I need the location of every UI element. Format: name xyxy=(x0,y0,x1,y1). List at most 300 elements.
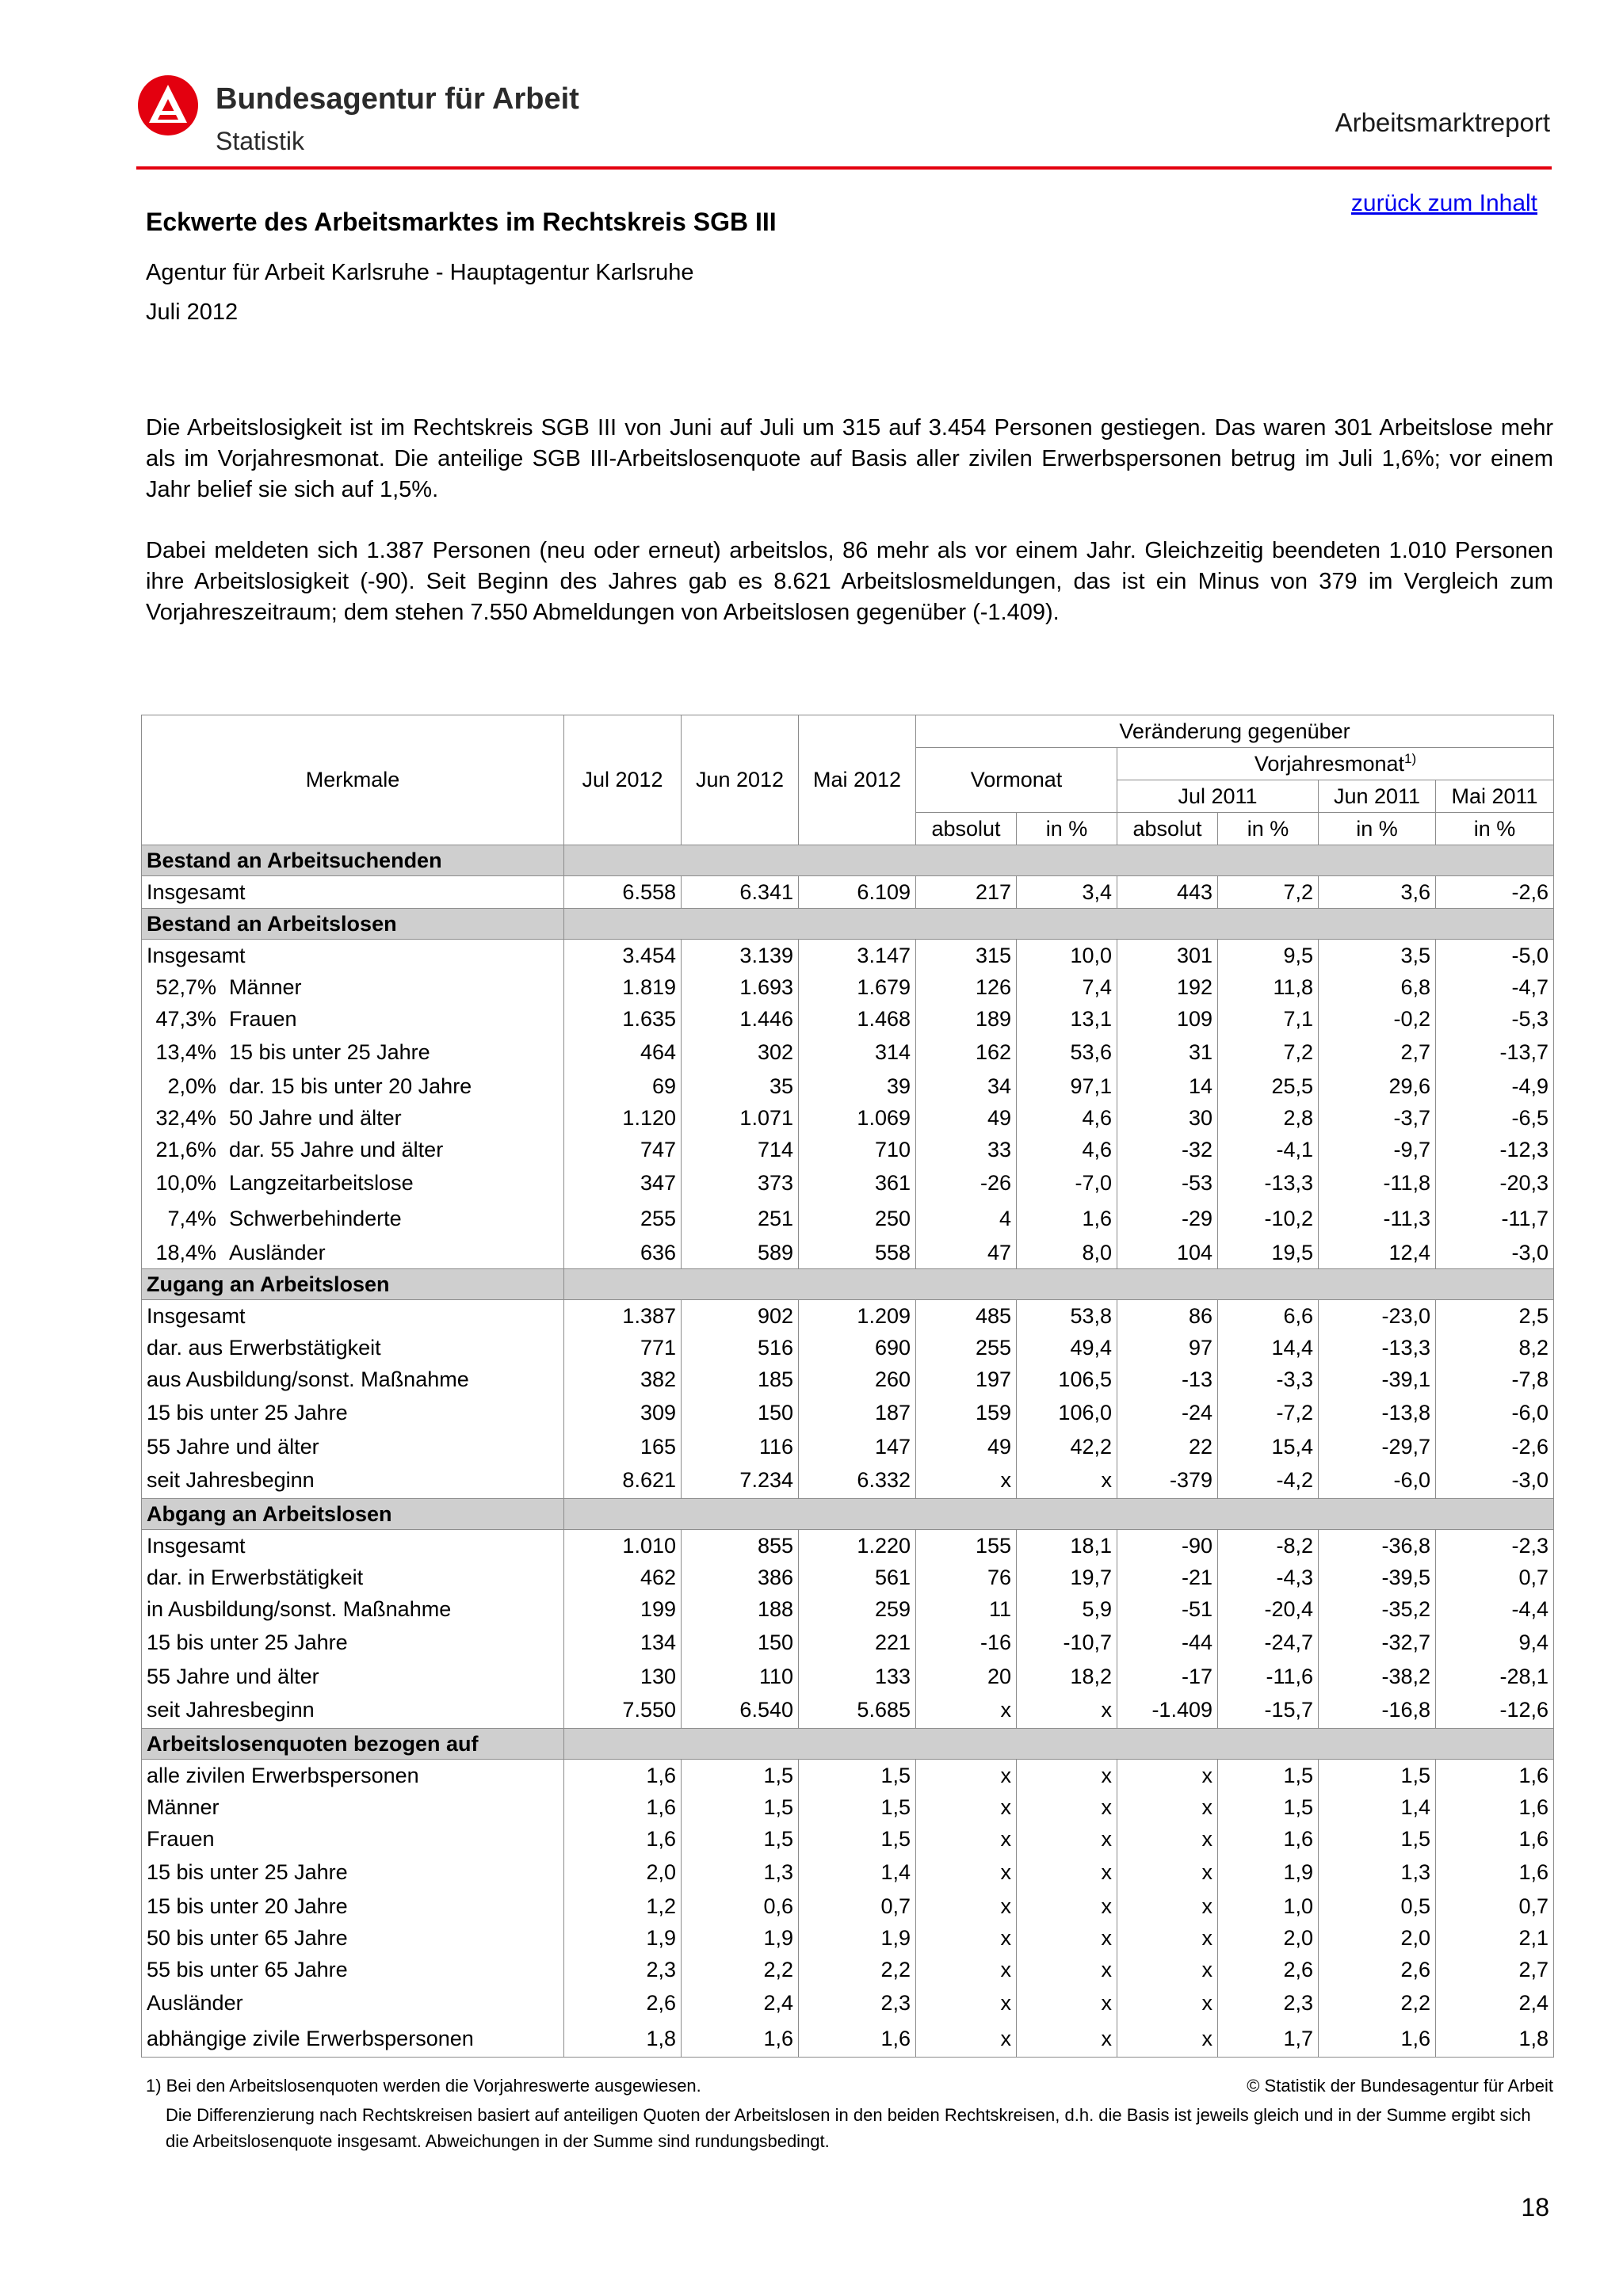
cell-value: 1,6 xyxy=(799,2021,916,2058)
cell-value: 20 xyxy=(916,1661,1017,1692)
cell-value: x xyxy=(916,1922,1017,1954)
cell-value: x xyxy=(1017,1463,1117,1499)
header-jun-2011: Jun 2011 xyxy=(1319,780,1436,813)
header-in-pct: in % xyxy=(1319,813,1436,845)
cell-value: 747 xyxy=(564,1134,682,1165)
table-row xyxy=(142,1562,1554,1593)
cell-value: 301 xyxy=(1117,940,1218,972)
cell-value: 1,9 xyxy=(682,1922,799,1954)
share-percent: 47,3% xyxy=(155,1006,216,1031)
row-label-text: 55 bis unter 65 Jahre xyxy=(147,1957,348,1981)
table-row xyxy=(142,2021,1554,2058)
cell-value: 6,6 xyxy=(1218,1300,1319,1333)
cell-value: 690 xyxy=(799,1332,916,1363)
section-label: Bestand an Arbeitsuchenden xyxy=(142,845,564,876)
row-label-text: Männer xyxy=(229,974,302,999)
header-absolut: absolut xyxy=(1117,813,1218,845)
cell-value: 2,6 xyxy=(564,1985,682,2021)
header-divider xyxy=(136,166,1552,170)
cell-value: 373 xyxy=(682,1165,799,1201)
cell-value: 464 xyxy=(564,1035,682,1070)
row-label-text: Insgesamt xyxy=(147,943,246,967)
cell-value: 2,5 xyxy=(1436,1300,1554,1333)
row-label xyxy=(142,1035,564,1070)
cell-value: 1,9 xyxy=(1218,1855,1319,1890)
cell-value: 1,5 xyxy=(682,1791,799,1823)
table-row xyxy=(142,1332,1554,1363)
cell-value: -3,3 xyxy=(1218,1363,1319,1395)
cell-value: 1,2 xyxy=(564,1890,682,1922)
cell-value: x xyxy=(1017,2021,1117,2058)
table-row xyxy=(142,1760,1554,1792)
cell-value: -6,0 xyxy=(1319,1463,1436,1499)
table-row xyxy=(142,1593,1554,1625)
cell-value: 2,4 xyxy=(682,1985,799,2021)
cell-value: -13,3 xyxy=(1218,1165,1319,1201)
row-label-text: Langzeitarbeitslose xyxy=(229,1171,414,1195)
cell-value: 197 xyxy=(916,1363,1017,1395)
table-row xyxy=(142,1661,1554,1692)
row-label xyxy=(142,1363,564,1395)
cell-value: 2,8 xyxy=(1218,1102,1319,1134)
row-label-text: seit Jahresbeginn xyxy=(147,1698,315,1722)
cell-value: -12,3 xyxy=(1436,1134,1554,1165)
cell-value: 1.387 xyxy=(564,1300,682,1333)
header-merkmale: Merkmale xyxy=(142,715,564,845)
cell-value: -11,3 xyxy=(1319,1201,1436,1237)
row-label-text: Frauen xyxy=(147,1826,215,1851)
cell-value: 314 xyxy=(799,1035,916,1070)
table-row xyxy=(142,1530,1554,1562)
table-row xyxy=(142,1922,1554,1954)
cell-value: 1,5 xyxy=(799,1760,916,1792)
section-row xyxy=(142,909,1554,940)
cell-value: x xyxy=(1017,1954,1117,1985)
cell-value: 5,9 xyxy=(1017,1593,1117,1625)
cell-value: 18,1 xyxy=(1017,1530,1117,1562)
cell-value: 485 xyxy=(916,1300,1017,1333)
cell-value: 302 xyxy=(682,1035,799,1070)
row-label xyxy=(142,1855,564,1890)
cell-value: -4,2 xyxy=(1218,1463,1319,1499)
cell-value: 13,1 xyxy=(1017,1003,1117,1035)
report-period: Juli 2012 xyxy=(146,299,239,325)
cell-value: 106,0 xyxy=(1017,1395,1117,1431)
cell-value: x xyxy=(916,1890,1017,1922)
header-jul-2012: Jul 2012 xyxy=(564,715,682,845)
section-label: Abgang an Arbeitslosen xyxy=(142,1499,564,1530)
cell-value: 1,6 xyxy=(1436,1823,1554,1855)
cell-value: 3.147 xyxy=(799,940,916,972)
cell-value: 104 xyxy=(1117,1237,1218,1269)
cell-value: x xyxy=(1117,1791,1218,1823)
row-label-text: 15 bis unter 25 Jahre xyxy=(147,1630,348,1654)
org-subtitle: Statistik xyxy=(216,127,305,155)
cell-value: x xyxy=(1117,1890,1218,1922)
cell-value: 86 xyxy=(1117,1300,1218,1333)
header-jul-2011: Jul 2011 xyxy=(1117,780,1319,813)
cell-value: 1,3 xyxy=(682,1855,799,1890)
row-label-text: in Ausbildung/sonst. Maßnahme xyxy=(147,1596,452,1621)
cell-value: 251 xyxy=(682,1201,799,1237)
cell-value: -24 xyxy=(1117,1395,1218,1431)
row-label xyxy=(142,1530,564,1562)
cell-value: 35 xyxy=(682,1070,799,1102)
cell-value: 1,7 xyxy=(1218,2021,1319,2058)
cell-value: -6,0 xyxy=(1436,1395,1554,1431)
cell-value: x xyxy=(916,1985,1017,2021)
cell-value: 558 xyxy=(799,1237,916,1269)
row-label xyxy=(142,1692,564,1729)
row-label xyxy=(142,1165,564,1201)
row-label xyxy=(142,1791,564,1823)
cell-value: 221 xyxy=(799,1625,916,1661)
row-label xyxy=(142,2021,564,2058)
cell-value: 2,7 xyxy=(1436,1954,1554,1985)
cell-value: -32 xyxy=(1117,1134,1218,1165)
cell-value: -7,8 xyxy=(1436,1363,1554,1395)
cell-value: 2,0 xyxy=(1319,1922,1436,1954)
cell-value: 33 xyxy=(916,1134,1017,1165)
agency-name: Agentur für Arbeit Karlsruhe - Hauptagentur Karlsruhe xyxy=(146,260,694,285)
cell-value: -16 xyxy=(916,1625,1017,1661)
cell-value: -4,7 xyxy=(1436,971,1554,1003)
cell-value: -16,8 xyxy=(1319,1692,1436,1729)
cell-value: 1,5 xyxy=(682,1760,799,1792)
table-row xyxy=(142,1692,1554,1729)
cell-value: 187 xyxy=(799,1395,916,1431)
cell-value: x xyxy=(1117,1922,1218,1954)
table-row xyxy=(142,876,1554,909)
row-label-text: Frauen xyxy=(229,1006,297,1031)
cell-value: 1,6 xyxy=(564,1760,682,1792)
cell-value: -38,2 xyxy=(1319,1661,1436,1692)
cell-value: 2,3 xyxy=(564,1954,682,1985)
table-row xyxy=(142,1823,1554,1855)
table-row xyxy=(142,1070,1554,1102)
table-row xyxy=(142,1954,1554,1985)
cell-value: 0,7 xyxy=(1436,1562,1554,1593)
cell-value: 1.635 xyxy=(564,1003,682,1035)
cell-value: 1,6 xyxy=(564,1823,682,1855)
cell-value: 714 xyxy=(682,1134,799,1165)
cell-value: 159 xyxy=(916,1395,1017,1431)
cell-value: x xyxy=(1017,1890,1117,1922)
cell-value: -4,4 xyxy=(1436,1593,1554,1625)
row-label xyxy=(142,1395,564,1431)
cell-value: x xyxy=(1117,1823,1218,1855)
row-label-text: Insgesamt xyxy=(147,879,246,904)
row-label xyxy=(142,1237,564,1269)
table-row xyxy=(142,1201,1554,1237)
summary-paragraph-2: Dabei meldeten sich 1.387 Personen (neu oder erneut) arbeitslos, 86 mehr als vor einem Jahr. Gleichzeitig beendeten 1.010 Personen ihre Arbeitslosigkeit (-90). Seit Beginn des Jahres gab es 8.621 Arbeitslosmeldungen, das ist ein Minus von 379 im Vergleich zum Vorjahreszeitraum; dem stehen 7.550 Abmeldungen von Arbeitslosen gegenüber (-1.409). xyxy=(146,538,1553,625)
cell-value: x xyxy=(1017,1855,1117,1890)
cell-value: 4,6 xyxy=(1017,1134,1117,1165)
cell-value: 347 xyxy=(564,1165,682,1201)
cell-value: 1,5 xyxy=(1319,1760,1436,1792)
cell-value: 443 xyxy=(1117,876,1218,909)
cell-value: 1,5 xyxy=(682,1823,799,1855)
cell-value: x xyxy=(1117,1760,1218,1792)
cell-value: 162 xyxy=(916,1035,1017,1070)
cell-value: 116 xyxy=(682,1431,799,1463)
cell-value: 1.120 xyxy=(564,1102,682,1134)
section-row xyxy=(142,845,1554,876)
cell-value: -3,0 xyxy=(1436,1237,1554,1269)
cell-value: x xyxy=(916,1791,1017,1823)
cell-value: -9,7 xyxy=(1319,1134,1436,1165)
cell-value: 1.819 xyxy=(564,971,682,1003)
cell-value: 255 xyxy=(564,1201,682,1237)
cell-value: 53,6 xyxy=(1017,1035,1117,1070)
cell-value: -36,8 xyxy=(1319,1530,1436,1562)
row-label-text: 55 Jahre und älter xyxy=(147,1664,319,1688)
cell-value: 8,0 xyxy=(1017,1237,1117,1269)
table-row xyxy=(142,1890,1554,1922)
cell-value: 1.693 xyxy=(682,971,799,1003)
cell-value: 22 xyxy=(1117,1431,1218,1463)
cell-value: 185 xyxy=(682,1363,799,1395)
cell-value: 126 xyxy=(916,971,1017,1003)
cell-value: -11,7 xyxy=(1436,1201,1554,1237)
row-label-text: abhängige zivile Erwerbspersonen xyxy=(147,2027,474,2050)
cell-value: -5,3 xyxy=(1436,1003,1554,1035)
cell-value: -26 xyxy=(916,1165,1017,1201)
cell-value: 1,0 xyxy=(1218,1890,1319,1922)
table-row xyxy=(142,1985,1554,2021)
cell-value: 188 xyxy=(682,1593,799,1625)
cell-value: x xyxy=(1017,1692,1117,1729)
cell-value: -10,2 xyxy=(1218,1201,1319,1237)
cell-value: 2,0 xyxy=(1218,1922,1319,1954)
row-label xyxy=(142,1201,564,1237)
cell-value: 7,4 xyxy=(1017,971,1117,1003)
cell-value: 1,3 xyxy=(1319,1855,1436,1890)
cell-value: -3,0 xyxy=(1436,1463,1554,1499)
cell-value: 3,6 xyxy=(1319,876,1436,909)
share-percent: 7,4% xyxy=(167,1207,216,1230)
cell-value: 1.071 xyxy=(682,1102,799,1134)
share-percent: 52,7% xyxy=(155,974,216,999)
cell-value: 1,6 xyxy=(1436,1760,1554,1792)
cell-value: 1.209 xyxy=(799,1300,916,1333)
cell-value: 1,6 xyxy=(1436,1791,1554,1823)
table-row xyxy=(142,1625,1554,1661)
cell-value: 1,5 xyxy=(799,1823,916,1855)
section-row xyxy=(142,1499,1554,1530)
cell-value: -4,9 xyxy=(1436,1070,1554,1102)
section-label: Arbeitslosenquoten bezogen auf xyxy=(142,1729,564,1760)
cell-value: x xyxy=(916,2021,1017,2058)
row-label-text: Insgesamt xyxy=(147,1303,246,1328)
table-row xyxy=(142,971,1554,1003)
cell-value: 69 xyxy=(564,1070,682,1102)
cell-value: 109 xyxy=(1117,1003,1218,1035)
cell-value: 3,4 xyxy=(1017,876,1117,909)
cell-value: 361 xyxy=(799,1165,916,1201)
cell-value: -7,2 xyxy=(1218,1395,1319,1431)
row-label-text: alle zivilen Erwerbspersonen xyxy=(147,1763,419,1787)
cell-value: 192 xyxy=(1117,971,1218,1003)
cell-value: 97 xyxy=(1117,1332,1218,1363)
header-jun-2012: Jun 2012 xyxy=(682,715,799,845)
cell-value: 1,6 xyxy=(1319,2021,1436,2058)
cell-value: 1.679 xyxy=(799,971,916,1003)
cell-value: 30 xyxy=(1117,1102,1218,1134)
cell-value: -51 xyxy=(1117,1593,1218,1625)
cell-value: 255 xyxy=(916,1332,1017,1363)
cell-value: 259 xyxy=(799,1593,916,1625)
cell-value: x xyxy=(1117,1855,1218,1890)
cell-value: -1.409 xyxy=(1117,1692,1218,1729)
cell-value: -379 xyxy=(1117,1463,1218,1499)
cell-value: 1,8 xyxy=(1436,2021,1554,2058)
cell-value: -7,0 xyxy=(1017,1165,1117,1201)
summary-paragraph-1: Die Arbeitslosigkeit ist im Rechtskreis SGB III von Juni auf Juli um 315 auf 3.454 Personen gestiegen. Das waren 301 Arbeitslose mehr als im Vorjahresmonat. Die anteilige SGB III-Arbeitslosenquote auf Basis aller zivilen Erwerbspersonen betrug im Juli 1,6%; vor einem Jahr belief sie sich auf 1,5%. xyxy=(146,415,1553,502)
row-label xyxy=(142,1102,564,1134)
cell-value: 1,6 xyxy=(1218,1823,1319,1855)
table-row xyxy=(142,1395,1554,1431)
header-in-pct: in % xyxy=(1017,813,1117,845)
row-label-text: 55 Jahre und älter xyxy=(147,1434,319,1459)
row-label-text: 15 bis unter 20 Jahre xyxy=(147,1894,348,1918)
cell-value: 6.109 xyxy=(799,876,916,909)
back-to-contents-link[interactable]: zurück zum Inhalt xyxy=(1350,190,1537,216)
cell-value: 0,7 xyxy=(799,1890,916,1922)
cell-value: 133 xyxy=(799,1661,916,1692)
cell-value: -5,0 xyxy=(1436,940,1554,972)
row-label-text: seit Jahresbeginn xyxy=(147,1468,315,1492)
cell-value: 12,4 xyxy=(1319,1237,1436,1269)
row-label-text: Ausländer xyxy=(229,1240,326,1264)
share-percent: 10,0% xyxy=(155,1171,216,1195)
cell-value: 462 xyxy=(564,1562,682,1593)
cell-value: x xyxy=(916,1692,1017,1729)
cell-value: 47 xyxy=(916,1237,1017,1269)
cell-value: x xyxy=(916,1954,1017,1985)
cell-value: 1,5 xyxy=(1218,1760,1319,1792)
cell-value: 710 xyxy=(799,1134,916,1165)
cell-value: 5.685 xyxy=(799,1692,916,1729)
cell-value: -4,3 xyxy=(1218,1562,1319,1593)
cell-value: 516 xyxy=(682,1332,799,1363)
table-row xyxy=(142,1431,1554,1463)
cell-value: 199 xyxy=(564,1593,682,1625)
cell-value: 589 xyxy=(682,1237,799,1269)
cell-value: 49 xyxy=(916,1102,1017,1134)
cell-value: 3.454 xyxy=(564,940,682,972)
cell-value: 7,1 xyxy=(1218,1003,1319,1035)
cell-value: 14 xyxy=(1117,1070,1218,1102)
cell-value: 902 xyxy=(682,1300,799,1333)
cell-value: 7,2 xyxy=(1218,1035,1319,1070)
cell-value: 6.332 xyxy=(799,1463,916,1499)
row-label xyxy=(142,1922,564,1954)
cell-value: 49,4 xyxy=(1017,1332,1117,1363)
cell-value: 1,5 xyxy=(1319,1823,1436,1855)
cell-value: 1,9 xyxy=(564,1922,682,1954)
cell-value: -0,2 xyxy=(1319,1003,1436,1035)
header-absolut: absolut xyxy=(916,813,1017,845)
row-label xyxy=(142,1003,564,1035)
cell-value: -10,7 xyxy=(1017,1625,1117,1661)
cell-value: 7,2 xyxy=(1218,876,1319,909)
table-row xyxy=(142,1134,1554,1165)
row-label xyxy=(142,1134,564,1165)
row-label xyxy=(142,1562,564,1593)
row-label xyxy=(142,1954,564,1985)
cell-value: 29,6 xyxy=(1319,1070,1436,1102)
cell-value: 15,4 xyxy=(1218,1431,1319,1463)
cell-value: 106,5 xyxy=(1017,1363,1117,1395)
share-percent: 13,4% xyxy=(155,1040,216,1064)
row-label-text: 50 Jahre und älter xyxy=(229,1105,402,1130)
table-row xyxy=(142,1855,1554,1890)
cell-value: 155 xyxy=(916,1530,1017,1562)
table-row xyxy=(142,1363,1554,1395)
cell-value: 147 xyxy=(799,1431,916,1463)
cell-value: 19,5 xyxy=(1218,1237,1319,1269)
cell-value: -39,5 xyxy=(1319,1562,1436,1593)
cell-value: 309 xyxy=(564,1395,682,1431)
cell-value: -2,6 xyxy=(1436,1431,1554,1463)
cell-value: 76 xyxy=(916,1562,1017,1593)
cell-value: -39,1 xyxy=(1319,1363,1436,1395)
cell-value: 260 xyxy=(799,1363,916,1395)
ba-logo-icon xyxy=(136,74,200,137)
cell-value: 2,2 xyxy=(1319,1985,1436,2021)
row-label xyxy=(142,1985,564,2021)
section-row xyxy=(142,1729,1554,1760)
share-percent: 32,4% xyxy=(155,1105,216,1130)
cell-value: 636 xyxy=(564,1237,682,1269)
cell-value: 53,8 xyxy=(1017,1300,1117,1333)
cell-value: 6.558 xyxy=(564,876,682,909)
cell-value: 1,4 xyxy=(1319,1791,1436,1823)
cell-value: 2,6 xyxy=(1319,1954,1436,1985)
section-row xyxy=(142,1269,1554,1300)
cell-value: 134 xyxy=(564,1625,682,1661)
row-label-text: 15 bis unter 25 Jahre xyxy=(147,1401,348,1425)
cell-value: x xyxy=(1017,1791,1117,1823)
row-label xyxy=(142,1070,564,1102)
row-label-text: 15 bis unter 25 Jahre xyxy=(147,1860,348,1884)
labor-market-table xyxy=(141,715,1554,2058)
table-row xyxy=(142,1791,1554,1823)
cell-value: 8.621 xyxy=(564,1463,682,1499)
cell-value: 2,3 xyxy=(1218,1985,1319,2021)
row-label-text: Ausländer xyxy=(147,1991,243,2015)
cell-value: 1.010 xyxy=(564,1530,682,1562)
cell-value: 2,7 xyxy=(1319,1035,1436,1070)
row-label-text: aus Ausbildung/sonst. Maßnahme xyxy=(147,1367,469,1391)
cell-value: 1,6 xyxy=(1436,1855,1554,1890)
section-label: Bestand an Arbeitslosen xyxy=(142,909,564,940)
cell-value: 855 xyxy=(682,1530,799,1562)
cell-value: 6,8 xyxy=(1319,971,1436,1003)
header-in-pct: in % xyxy=(1218,813,1319,845)
cell-value: -44 xyxy=(1117,1625,1218,1661)
copyright-note: © Statistik der Bundesagentur für Arbeit xyxy=(1247,2076,1553,2096)
cell-value: 1.220 xyxy=(799,1530,916,1562)
cell-value: 6.341 xyxy=(682,876,799,909)
page-title: Eckwerte des Arbeitsmarktes im Rechtskreis SGB III xyxy=(146,208,777,236)
cell-value: -23,0 xyxy=(1319,1300,1436,1333)
cell-value: 6.540 xyxy=(682,1692,799,1729)
cell-value: 386 xyxy=(682,1562,799,1593)
cell-value: -17 xyxy=(1117,1661,1218,1692)
cell-value: 2,4 xyxy=(1436,1985,1554,2021)
